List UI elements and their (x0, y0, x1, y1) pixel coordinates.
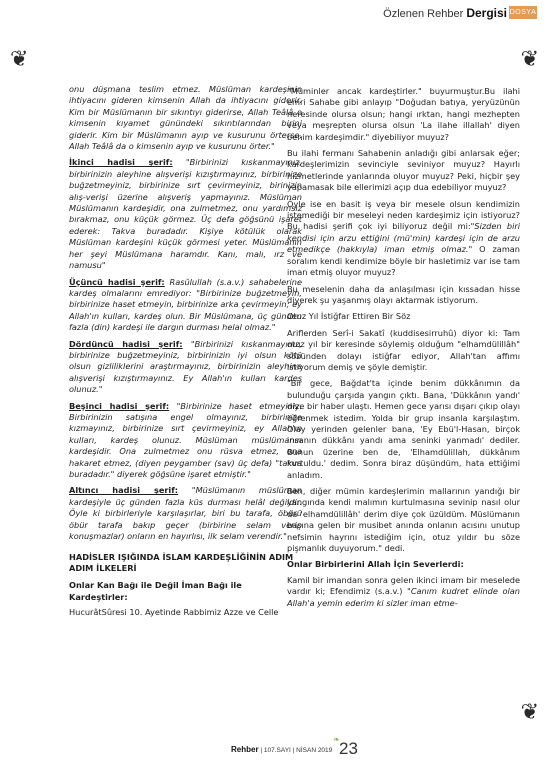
paragraph: onu düşmana teslim etmez. Müslüman kardeşinin ihtiyacını gideren kimsenin Allah da ihtiyacını giderir. Kim bir Müslümanın bir sıkıntıyı giderirse, Allah Teâlâ o kimsenin kıyamet günündeki sıkıntılarından birini giderir. Kim bir Müslümanın ayıp ve kusurunu örterse, Allah Teâlâ da o kimsenin ayıp ve kusurunu örter." (69, 84, 302, 152)
hadith-heading: İkinci hadisi şerif: (69, 157, 173, 168)
paragraph: Bu meselenin daha da anlaşılması için kıssadan hisse diyerek şu yaşanmış olayı aktarmak istiyorum. (287, 283, 520, 305)
corner-ornament-icon: ❦ (10, 46, 29, 71)
hadith-heading: Dördüncü hadisi şerif: (69, 338, 183, 349)
right-column (287, 86, 520, 614)
paragraph (287, 199, 520, 279)
hadith-text: "Birbirinizi kıskanmayınız, birbirinize buğzetmeyiniz, birbirinizin iyi olsun kötü olsun gizliliklerini araştırmayınız, birbirinizin aleyhine alışverişi kızıştırmayınız. Ey Allah'ın kulları kardeş olunuz." (69, 338, 302, 395)
hadith-quote: "Canım kudret elinde olan Allah'a yemin ederim ki sizler iman etme- (287, 586, 520, 608)
paragraph: "Müminler ancak kardeştirler." buyurmuştur.Bu ilahi emri Sahabe gibi anlayıp "Doğudan batıya, yeryüzünün neresinde olursa olsun; hangi ırktan, hangi mezhepten veya meşrepten olursa olsun 'La ilahe illallah' diyen benim kardeşimdir." diyebiliyor muyuz? (287, 86, 520, 142)
subheading: Otuz Yıl İstiğfar Ettiren Bir Söz (287, 311, 411, 322)
paragraph: HucurâtSûresi 10. Ayetinde Rabbimiz Azze ve Celle (69, 607, 279, 618)
section-badge: DOSYA (509, 6, 537, 19)
hadith-text: "Birbirinize haset etmeyiniz. Birbirinizin satışına engel olmayınız, birbirinize kızmayınız, birbirinize sırt çevirmeyiniz, ey Allah'ın kulları, kardeş olunuz. Müslüman müslümanın kardeşidir. Ona zulmetmez onu rüsva etmez, ona hakaret etmez, (diyen peygamber (sav) üç defa) "takva buradadır." diyerek göğsüne işaret etmiştir." (69, 400, 302, 479)
text-run: Kamil bir imandan sonra gelen ikinci imam bir meselede vardır ki; Efendimiz (s.a.v.) (287, 574, 520, 597)
left-column (69, 84, 302, 624)
hadith-3 (69, 277, 302, 334)
section-heading: HADİSLER IŞIĞINDA İSLAM KARDEŞLİĞİNİN ADIM ADIM İLKELERİ (69, 552, 294, 574)
hadith-heading: Üçüncü hadisi şerif: (69, 276, 165, 287)
page-number: 23 (339, 739, 358, 758)
text-run: Öyle ise en basit iş veya bir mesele olsun kendimizin istemediği bir meseleyi neden kardeşimiz için istiyoruz? Bu hadisi şerifi çok iyi biliyoruz değil mi: (287, 198, 520, 232)
hadith-text: "Birbirinizi kıskanmayınız, birbirinizin aleyhine alışverişi kızıştırmayınız, birbirinize buğzetmeyiniz, birbirinize sırt çevirmeyiniz, birinizin alış-verişi üzerine alışveriş yapmayınız. Müslüman Müslümanın kardeşidir, ona zulmetmez, onu yardımsız bırakmaz, onu küçük görmez. Üç defa göğsünü işaret ederek: Takva buradadır. Kişiye kötülük olarak Müslüman kardeşini küçük görmesi yeter. Müslümanın her şeyi Müslümana haramdır. Kanı, malı, ırz ve namusu" (69, 157, 302, 271)
subheading: Onlar Birbirlerini Allah İçin Severlerdi: (287, 559, 464, 570)
text-run: O zaman soralım kendi kendimize böyle bir hasletimiz var ise tam iman etmiş oluyor muyuz? (287, 244, 521, 278)
leaf-icon: ❧ (333, 735, 340, 744)
paragraph: Ben, diğer mümin kardeşlerimin mallarının yandığı bir yangında kendi malımın kurtulmasına sevinip nasıl olur da 'elhamdülillâh' derim diye çok üzüldüm. Müslümanın başına gelen bir musibet anında onlanın acısını unutup nefsimin hayrını istediğim için, otuz yıldır bu söze pişmanlık duyuyorum." dedi. (287, 486, 520, 554)
paragraph (287, 575, 520, 609)
hadith-heading: Beşinci hadisi şerif: (69, 400, 170, 411)
hadith-text: Rasûlullah (s.a.v.) sahabelerine kardeş olmalarını emrediyor: "Birbirinize buğzetmeyin, birbirinize haset etmeyin, birbirinize arka çevirmeyin; ey Allah'ın kulları, kardeş olun. Bir Müslümana, üç günden fazla (din) kardeşi ile dargın durması helal olmaz." (69, 276, 303, 333)
hadith-quote: "Sizden biri kendisi için arzu ettiğini (mü'min) kardeşi için de arzu etmedikçe (hakkıyla) iman etmiş olmaz." (287, 221, 520, 255)
corner-ornament-icon: ❦ (520, 699, 539, 724)
hadith-6 (69, 485, 302, 542)
page-header (0, 0, 553, 50)
footer-logo: Rehber (231, 745, 259, 754)
hadith-text: "Müslümanın müslüman kardeşiyle üç günden fazla küs durması helâl değildir. Öyle ki birbirleriyle karşılaşırlar, biri bu tarafa, öbürü öbür tarafa bakıp geçer (birbirine selam verip konuşmazlar) onların en hayırlısı, ilk selam verendir." (69, 485, 302, 542)
corner-ornament-icon: ❦ (520, 46, 539, 71)
hadith-heading: Altıncı hadisi şerif: (69, 485, 179, 496)
hadith-2 (69, 157, 302, 271)
brand-magazine: Dergisi (466, 6, 507, 20)
page-footer (0, 735, 553, 771)
hadith-5 (69, 401, 302, 481)
paragraph: Bu ilahi fermanı Sahabenin anladığı gibi anlarsak eğer; kardeşlerimizin sevinciyle seviniyor muyuz? Hayırlı hizmetlerinde yanlarında oluyor muyuz? Peki, hiçbir şey yapamasak bile ellerimizi açıp dua edebiliyor muyuz? (287, 148, 520, 193)
footer-issue (231, 745, 332, 754)
brand-prefix: Özlenen Rehber (383, 8, 467, 20)
paragraph: Ariflerden Serî-i Sakatî (kuddisesirruhû) diyor ki: Tam otuz yıl bir keresinde söylemiş olduğum "elhamdülillâh" sözünden dolayı istiğfar ediyor, Allah'tan affımı istiyorum demiş ve şöyle demiştir. (287, 327, 520, 372)
hadith-4 (69, 339, 302, 396)
footer-issue-text: | 107.SAYI | NİSAN 2019 (258, 747, 333, 754)
magazine-brand (383, 6, 507, 20)
subheading: Onlar Kan Bağı ile Değil İman Bağı ile Kardeştirler: (69, 580, 242, 602)
paragraph: "Bir gece, Bağdat'ta içinde benim dükkânımın da bulunduğu çarşıda yangın çıktı. Bana, 'Dükkânın yandı' diye bir haber ulaştı. Hemen gece yarısı dışarı çıkıp olayı öğrenmek istedim. Yolda bir grup insanla karşılaştım. Olay yerinden gelenler bana, 'Ey Ebü'l-Hasan, birçok insanın dükkânı yandı ama seninki yanmadı' dediler. Bunun üzerine ben de, 'Elhamdülillah, dükkânım kurtuldu.' dedim. Sonra biraz düşündüm, hata ettiğimi anladım. (287, 378, 520, 480)
